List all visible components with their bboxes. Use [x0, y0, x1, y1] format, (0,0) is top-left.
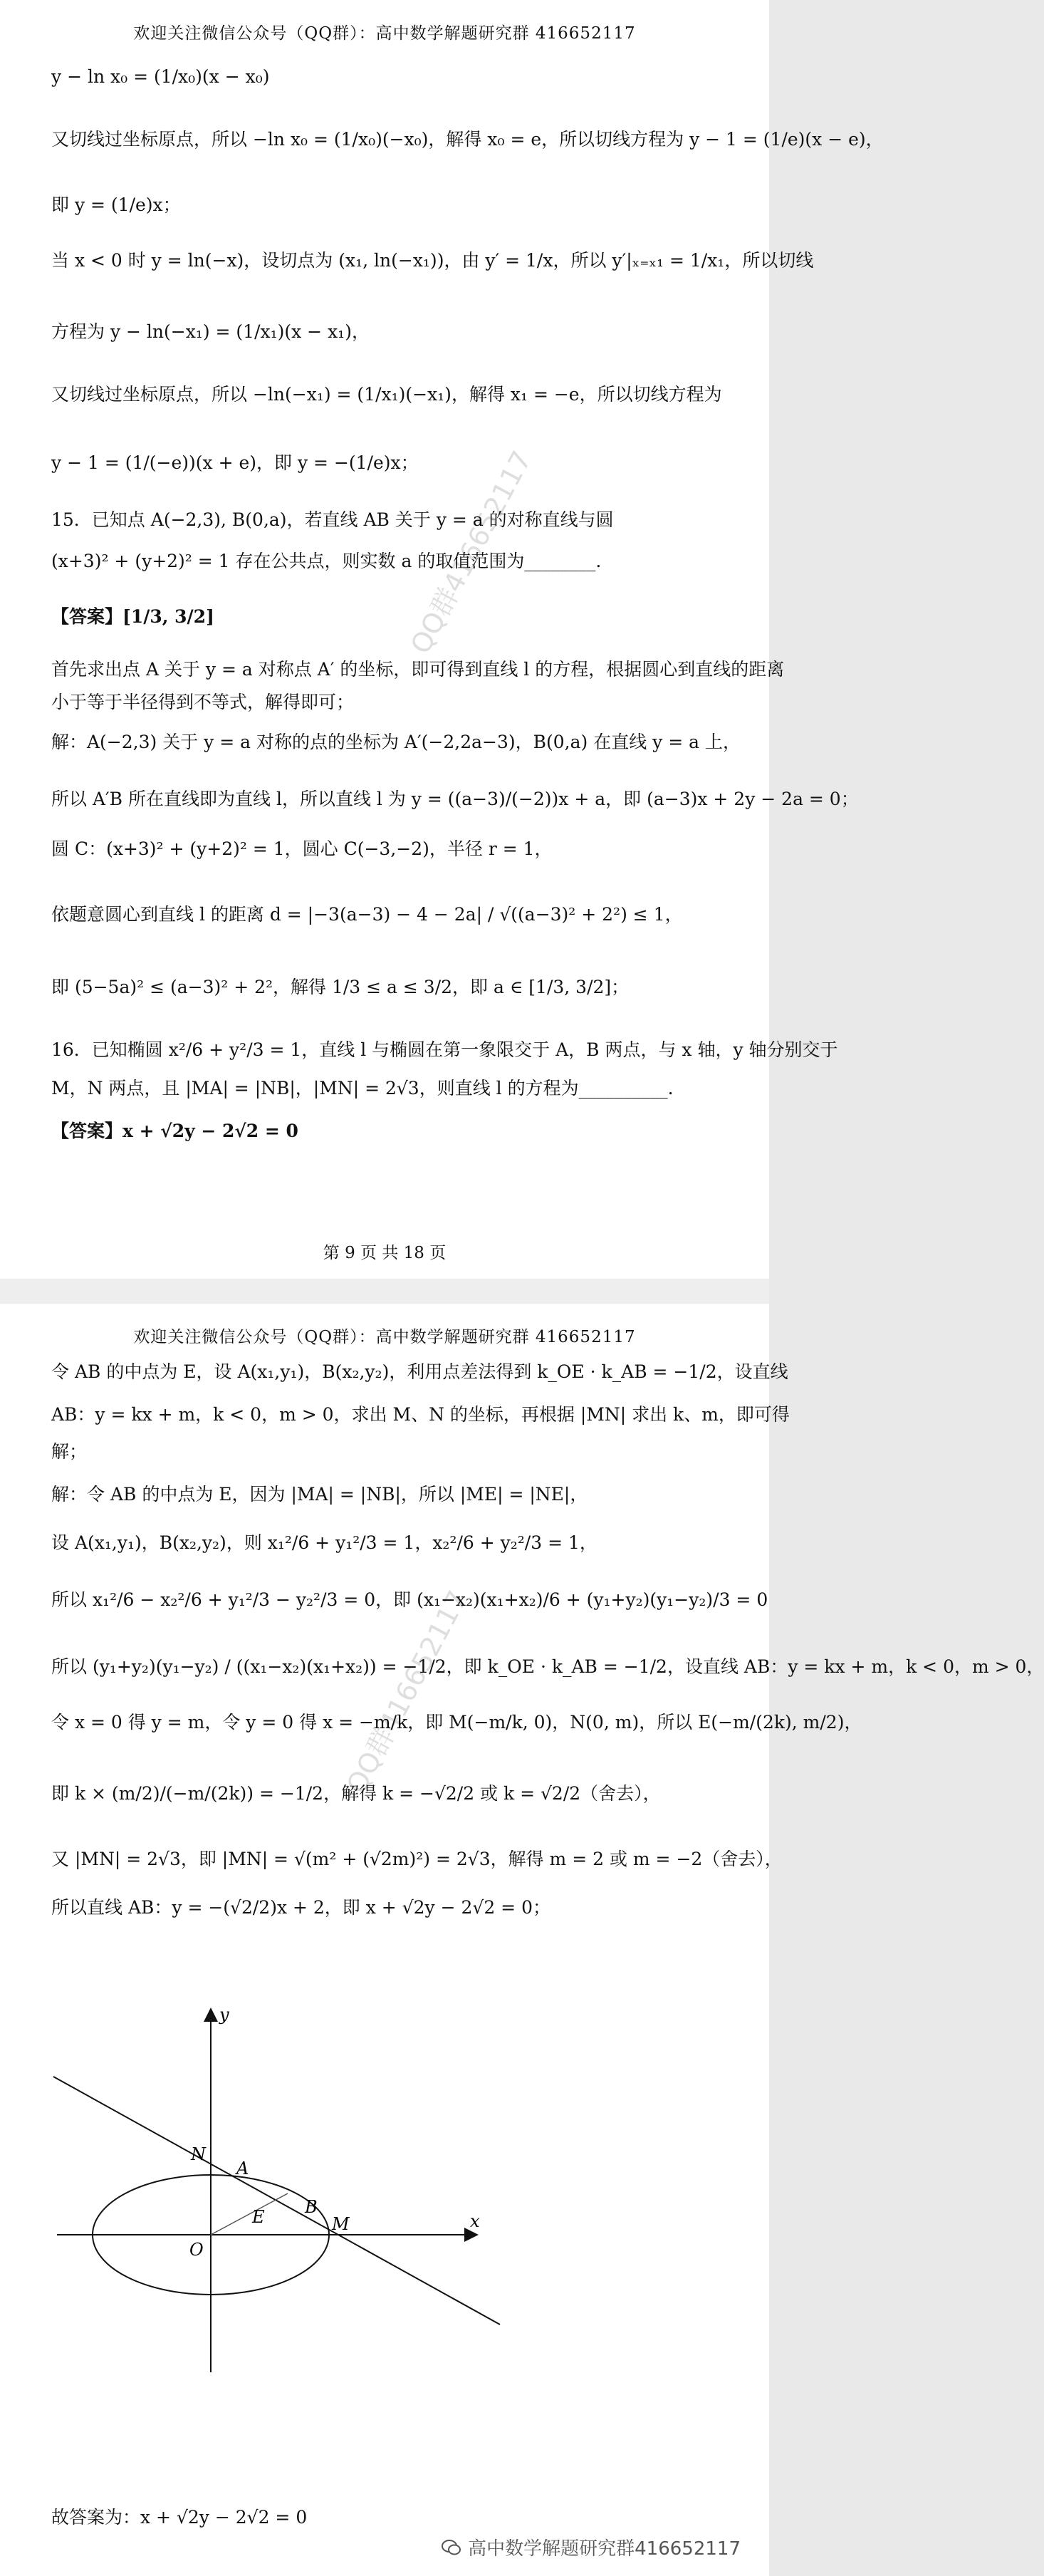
text-line: 所以 A′B 所在直线即为直线 l，所以直线 l 为 y = ((a−3)/(−2))x + a，即 (a−3)x + 2y − 2a = 0；	[51, 789, 859, 809]
text-line: y − ln x₀ = (1/x₀)(x − x₀)	[51, 66, 270, 87]
label-E: E	[252, 2207, 265, 2227]
ellipse-figure	[50, 1995, 520, 2379]
text-line: AB：y = kx + m，k < 0，m > 0，求出 M、N 的坐标，再根据 |MN| 求出 k、m，即可得	[51, 1404, 790, 1425]
label-M: M	[332, 2214, 350, 2234]
text-line: (x+3)² + (y+2)² = 1 存在公共点，则实数 a 的取值范围为________.	[51, 551, 602, 571]
text-line: 小于等于半径得到不等式，解得即可；	[51, 692, 355, 712]
text-line: 解：A(−2,3) 关于 y = a 对称的点的坐标为 A′(−2,2a−3)，B(0,a) 在直线 y = a 上，	[51, 732, 741, 752]
page-10	[0, 1304, 1044, 2576]
answer-15: 【答案】[1/3, 3/2]	[51, 606, 214, 627]
page-9	[0, 0, 884, 1279]
bottom-watermark	[441, 2534, 741, 2560]
watermark: QQ群416652117	[404, 445, 538, 659]
text-line: 所以直线 AB：y = −(√2/2)x + 2，即 x + √2y − 2√2 = 0；	[51, 1897, 550, 1918]
text-line: 又 |MN| = 2√3，即 |MN| = √(m² + (√2m)²) = 2√3，解得 m = 2 或 m = −2（舍去），	[51, 1849, 783, 1869]
text-line: 令 x = 0 得 y = m，令 y = 0 得 x = −m/k，即 M(−m/k, 0)，N(0, m)，所以 E(−m/(2k), m/2)，	[51, 1712, 862, 1733]
text-line: 解：令 AB 的中点为 E，因为 |MA| = |NB|，所以 |ME| = |NE|，	[51, 1484, 588, 1505]
final-answer: 故答案为：x + √2y − 2√2 = 0	[51, 2507, 308, 2528]
text-line: 又切线过坐标原点，所以 −ln x₀ = (1/x₀)(−x₀)，解得 x₀ = e，所以切线方程为 y − 1 = (1/e)(x − e)，	[51, 129, 884, 150]
page-gap	[0, 1279, 769, 1304]
label-O: O	[189, 2240, 204, 2260]
text-line: 当 x < 0 时 y = ln(−x)，设切点为 (x₁, ln(−x₁))，由 y′ = 1/x，所以 y′|ₓ₌ₓ₁ = 1/x₁，所以切线	[51, 250, 814, 271]
text-line: 依题意圆心到直线 l 的距离 d = |−3(a−3) − 4 − 2a| / √((a−3)² + 2²) ≤ 1，	[51, 904, 683, 925]
question-15: 15．已知点 A(−2,3), B(0,a)，若直线 AB 关于 y = a 的对称直线与圆	[51, 509, 614, 530]
text-line: y − 1 = (1/(−e))(x + e)，即 y = −(1/e)x；	[51, 452, 419, 473]
text-line: 即 (5−5a)² ≤ (a−3)² + 2²，解得 1/3 ≤ a ≤ 3/2，即 a ∈ [1/3, 3/2]；	[51, 977, 630, 997]
line-l	[53, 2077, 500, 2325]
text-line: 即 k × (m/2)/(−m/(2k)) = −1/2，解得 k = −√2/2 或 k = √2/2（舍去），	[51, 1783, 661, 1804]
question-16: 16．已知椭圆 x²/6 + y²/3 = 1，直线 l 与椭圆在第一象限交于 A，B 两点，与 x 轴，y 轴分别交于	[51, 1039, 838, 1060]
text-line: 令 AB 的中点为 E，设 A(x₁,y₁)，B(x₂,y₂)，利用点差法得到 k_OE · k_AB = −1/2，设直线	[51, 1361, 788, 1382]
label-A: A	[236, 2159, 249, 2178]
text-line: 圆 C：(x+3)² + (y+2)² = 1，圆心 C(−3,−2)，半径 r = 1，	[51, 838, 553, 859]
text-line: 方程为 y − ln(−x₁) = (1/x₁)(x − x₁)，	[51, 321, 370, 342]
watermark: QQ群416652117	[340, 1585, 474, 1799]
page-footer: 第 9 页 共 18 页	[323, 1244, 447, 1262]
label-B: B	[305, 2197, 318, 2217]
answer-16: 【答案】x + √2y − 2√2 = 0	[51, 1121, 298, 1141]
text-line: 所以 (y₁+y₂)(y₁−y₂) / ((x₁−x₂)(x₁+x₂)) = −1/2，即 k_OE · k_AB = −1/2，设直线 AB：y = kx + m，k < 0，m > 0，	[51, 1656, 1044, 1677]
page-header: 欢迎关注微信公众号（QQ群）：高中数学解题研究群 416652117	[133, 1328, 636, 1346]
text-line: 首先求出点 A 关于 y = a 对称点 A′ 的坐标，即可得到直线 l 的方程，根据圆心到直线的距离	[51, 659, 785, 680]
label-N: N	[191, 2144, 206, 2164]
label-y: y	[219, 2005, 229, 2025]
text-line: 设 A(x₁,y₁)，B(x₂,y₂)，则 x₁²/6 + y₁²/3 = 1，x₂²/6 + y₂²/3 = 1，	[51, 1532, 597, 1553]
segment-OE	[211, 2193, 288, 2235]
text-line: 又切线过坐标原点，所以 −ln(−x₁) = (1/x₁)(−x₁)，解得 x₁ = −e，所以切线方程为	[51, 384, 722, 405]
text-line: M，N 两点，且 |MA| = |NB|，|MN| = 2√3，则直线 l 的方程为__________.	[51, 1078, 674, 1099]
text-line: 解；	[51, 1441, 88, 1462]
label-x: x	[470, 2211, 480, 2231]
text-line: 所以 x₁²/6 − x₂²/6 + y₁²/3 − y₂²/3 = 0，即 (x₁−x₂)(x₁+x₂)/6 + (y₁+y₂)(y₁−y₂)/3 = 0	[51, 1589, 768, 1610]
bottom-watermark-text: 高中数学解题研究群416652117	[468, 2538, 741, 2560]
wechat-icon	[441, 2537, 462, 2558]
text-line: 即 y = (1/e)x；	[51, 194, 181, 215]
page-header: 欢迎关注微信公众号（QQ群）：高中数学解题研究群 416652117	[133, 24, 636, 43]
